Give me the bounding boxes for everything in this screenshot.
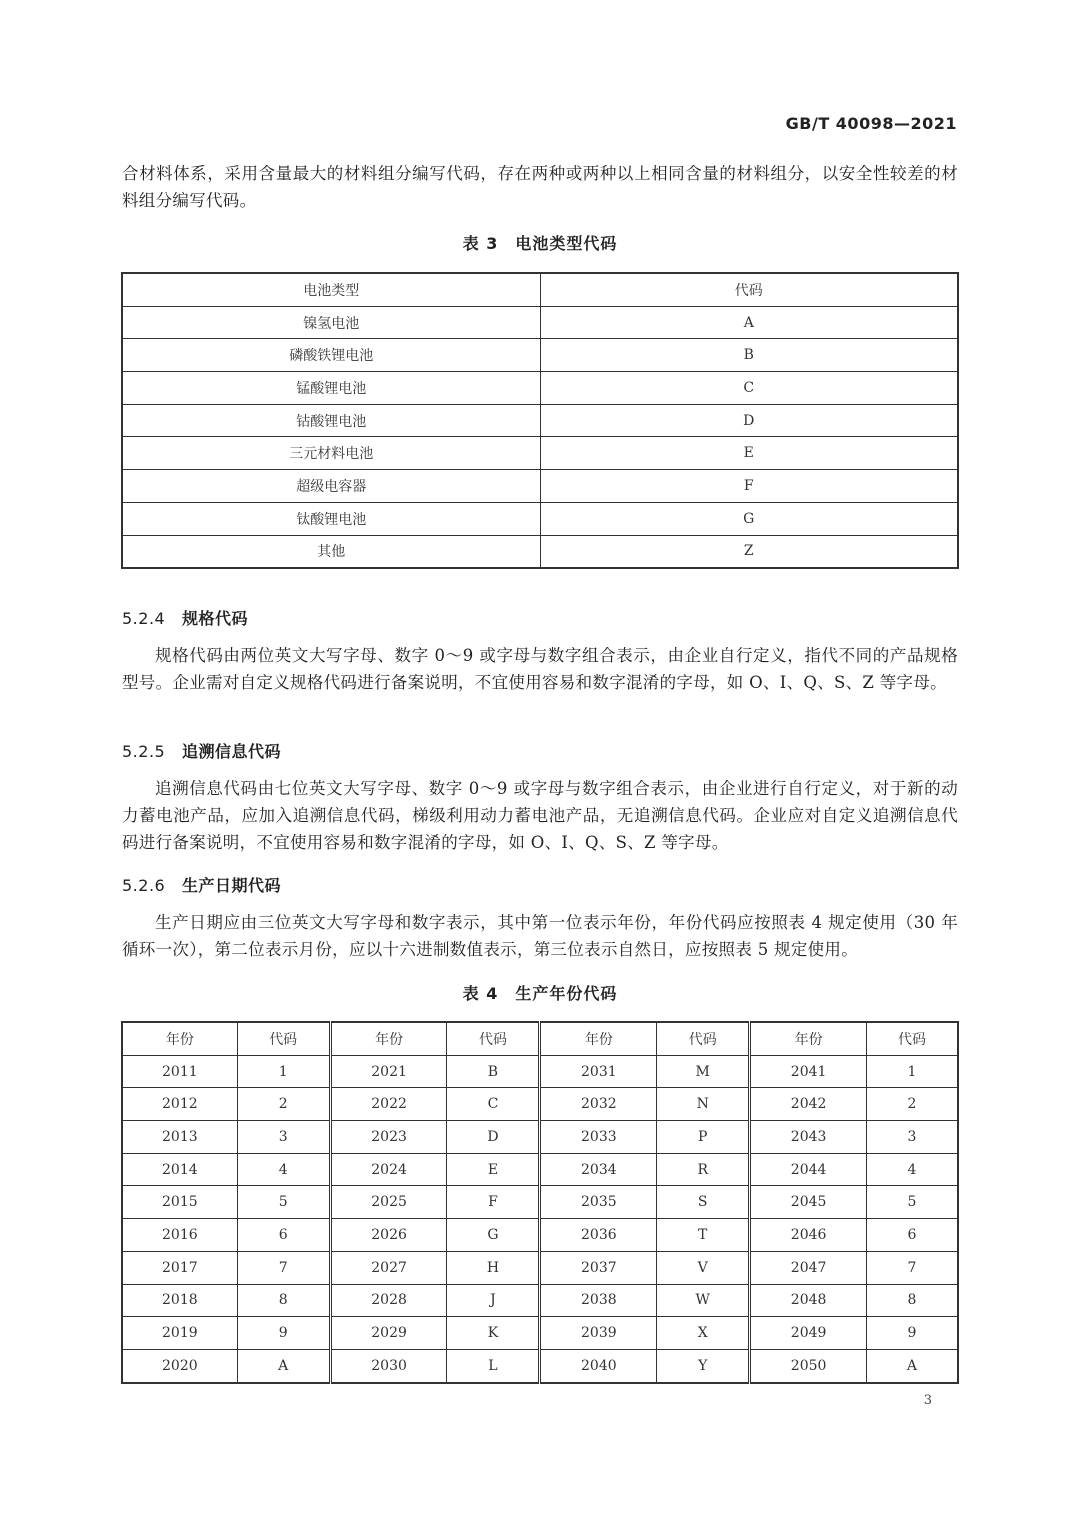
table-cell: 2039: [540, 1317, 657, 1350]
section-title: 生产日期代码: [182, 876, 282, 895]
column-header: 代码: [657, 1022, 750, 1055]
table-cell: E: [447, 1153, 540, 1186]
table-cell: 超级电容器: [122, 470, 540, 503]
table-cell: 2011: [122, 1055, 237, 1088]
table4-caption: 表 4 生产年份代码: [462, 984, 618, 1003]
table-cell: 2038: [540, 1284, 657, 1317]
table-cell: 钴酸锂电池: [122, 404, 540, 437]
table-cell: 2032: [540, 1088, 657, 1121]
table-cell: 2046: [750, 1219, 867, 1252]
table-cell: T: [657, 1219, 750, 1252]
table-header-row: [122, 273, 958, 306]
column-header: 代码: [237, 1022, 330, 1055]
table-row: [122, 1317, 958, 1350]
table-cell: 2014: [122, 1153, 237, 1186]
table-row: [122, 1251, 958, 1284]
table-cell: 2027: [330, 1251, 447, 1284]
table-cell: G: [447, 1219, 540, 1252]
table-cell: 磷酸铁锂电池: [122, 339, 540, 372]
table-cell: M: [657, 1055, 750, 1088]
section-heading-5-2-5: [122, 739, 281, 762]
table-row: [122, 1088, 958, 1121]
table-cell: 2028: [330, 1284, 447, 1317]
table-cell: 2029: [330, 1317, 447, 1350]
table-cell: 2018: [122, 1284, 237, 1317]
section-number: 5.2.4: [122, 609, 166, 628]
table-cell: 锰酸锂电池: [122, 372, 540, 405]
table-cell: 2020: [122, 1349, 237, 1382]
section-text-5-2-4: 规格代码由两位英文大写字母、数字 0～9 或字母与数字组合表示，由企业自行定义，指代不同的产品规格型号。企业需对自定义规格代码进行备案说明，不宜使用容易和数字混淆的字母，如 O、I、Q、S、Z 等字母。: [122, 646, 958, 692]
table-cell: 三元材料电池: [122, 437, 540, 470]
table-cell: F: [447, 1186, 540, 1219]
table-cell: 2036: [540, 1219, 657, 1252]
section-text-5-2-6: 生产日期应由三位英文大写字母和数字表示，其中第一位表示年份，年份代码应按照表 4 规定使用（30 年循环一次），第二位表示月份，应以十六进制数值表示，第三位表示自然日，应按照表 5 规定使用。: [122, 913, 958, 959]
table-cell: 2022: [330, 1088, 447, 1121]
table-cell: 2047: [750, 1251, 867, 1284]
table-cell: 9: [866, 1317, 958, 1350]
table-cell: A: [866, 1349, 958, 1382]
table-cell: 其他: [122, 535, 540, 568]
table-cell: 2043: [750, 1121, 867, 1154]
table-row: [122, 437, 958, 470]
table-cell: Y: [657, 1349, 750, 1382]
table-row: [122, 1153, 958, 1186]
table-cell: 2041: [750, 1055, 867, 1088]
column-header: 年份: [122, 1022, 237, 1055]
table-cell: E: [540, 437, 958, 470]
section-heading-5-2-6: [122, 873, 281, 896]
table-cell: 9: [237, 1317, 330, 1350]
table-cell: C: [447, 1088, 540, 1121]
table-cell: 钛酸锂电池: [122, 502, 540, 535]
table-cell: C: [540, 372, 958, 405]
table-cell: 3: [866, 1121, 958, 1154]
table-cell: V: [657, 1251, 750, 1284]
table-cell: N: [657, 1088, 750, 1121]
table-cell: B: [447, 1055, 540, 1088]
section-number: 5.2.5: [122, 742, 166, 761]
table-cell: 2025: [330, 1186, 447, 1219]
table-cell: J: [447, 1284, 540, 1317]
table-cell: 2012: [122, 1088, 237, 1121]
table-cell: B: [540, 339, 958, 372]
table-row: [122, 339, 958, 372]
section-number: 5.2.6: [122, 876, 166, 895]
table-cell: 2034: [540, 1153, 657, 1186]
table-cell: 2019: [122, 1317, 237, 1350]
table-cell: 2026: [330, 1219, 447, 1252]
section-title: 追溯信息代码: [182, 742, 282, 761]
column-header: 代码: [866, 1022, 958, 1055]
table-cell: 2015: [122, 1186, 237, 1219]
page-number: 3: [923, 1393, 932, 1408]
table-cell: K: [447, 1317, 540, 1350]
table-cell: 8: [866, 1284, 958, 1317]
table-cell: 镍氢电池: [122, 306, 540, 339]
table-cell: W: [657, 1284, 750, 1317]
table-cell: 2024: [330, 1153, 447, 1186]
table-cell: 7: [237, 1251, 330, 1284]
table-cell: 2023: [330, 1121, 447, 1154]
table-cell: 2031: [540, 1055, 657, 1088]
table-cell: 2037: [540, 1251, 657, 1284]
table-cell: 3: [237, 1121, 330, 1154]
table-row: [122, 1055, 958, 1088]
table-cell: R: [657, 1153, 750, 1186]
table-cell: F: [540, 470, 958, 503]
column-header: 代码: [540, 273, 958, 306]
table-header-row: [122, 1022, 958, 1055]
table-cell: 2045: [750, 1186, 867, 1219]
table-cell: Z: [540, 535, 958, 568]
table-cell: 2042: [750, 1088, 867, 1121]
table-cell: 2: [237, 1088, 330, 1121]
table-row: [122, 1349, 958, 1382]
table-cell: 2033: [540, 1121, 657, 1154]
table-row: [122, 1284, 958, 1317]
table3-caption: 表 3 电池类型代码: [462, 234, 618, 253]
table-row: [122, 306, 958, 339]
table-cell: A: [540, 306, 958, 339]
table-cell: D: [447, 1121, 540, 1154]
table-row: [122, 502, 958, 535]
column-header: 电池类型: [122, 273, 540, 306]
table-cell: 2048: [750, 1284, 867, 1317]
table-cell: 6: [237, 1219, 330, 1252]
column-header: 年份: [540, 1022, 657, 1055]
battery-type-code-table: [121, 272, 959, 569]
column-header: 年份: [750, 1022, 867, 1055]
table-cell: 2: [866, 1088, 958, 1121]
table-cell: 2017: [122, 1251, 237, 1284]
table-cell: 2035: [540, 1186, 657, 1219]
table-cell: 2013: [122, 1121, 237, 1154]
table-cell: A: [237, 1349, 330, 1382]
table-cell: 7: [866, 1251, 958, 1284]
table-cell: G: [540, 502, 958, 535]
intro-paragraph: 合材料体系，采用含量最大的材料组分编写代码，存在两种或两种以上相同含量的材料组分，以安全性较差的材料组分编写代码。: [122, 164, 958, 210]
table-cell: L: [447, 1349, 540, 1382]
production-year-code-table: [121, 1021, 959, 1384]
table-row: [122, 470, 958, 503]
table-cell: 2040: [540, 1349, 657, 1382]
standard-code: GB/T 40098—2021: [785, 114, 957, 133]
table-row: [122, 404, 958, 437]
table-cell: 2030: [330, 1349, 447, 1382]
table-cell: H: [447, 1251, 540, 1284]
table-cell: 5: [866, 1186, 958, 1219]
table-cell: 1: [866, 1055, 958, 1088]
table-cell: 2021: [330, 1055, 447, 1088]
column-header: 代码: [447, 1022, 540, 1055]
section-title: 规格代码: [182, 609, 249, 628]
table-row: [122, 1186, 958, 1219]
table-cell: 8: [237, 1284, 330, 1317]
table-cell: P: [657, 1121, 750, 1154]
section-heading-5-2-4: [122, 606, 248, 629]
table-cell: S: [657, 1186, 750, 1219]
table-row: [122, 1219, 958, 1252]
table-cell: 1: [237, 1055, 330, 1088]
table-cell: 2049: [750, 1317, 867, 1350]
table-cell: 4: [866, 1153, 958, 1186]
table-cell: D: [540, 404, 958, 437]
column-header: 年份: [330, 1022, 447, 1055]
table-cell: 6: [866, 1219, 958, 1252]
table-cell: 2044: [750, 1153, 867, 1186]
table-cell: 2050: [750, 1349, 867, 1382]
section-text-5-2-5: 追溯信息代码由七位英文大写字母、数字 0～9 或字母与数字组合表示，由企业进行自行定义，对于新的动力蓄电池产品，应加入追溯信息代码，梯级利用动力蓄电池产品，无追溯信息代码。企业应对自定义追溯信息代码进行备案说明，不宜使用容易和数字混淆的字母，如 O、I、Q、S、Z 等字母。: [122, 779, 958, 852]
table-cell: 4: [237, 1153, 330, 1186]
table-row: [122, 535, 958, 568]
table-cell: 2016: [122, 1219, 237, 1252]
table-cell: 5: [237, 1186, 330, 1219]
table-row: [122, 372, 958, 405]
table-row: [122, 1121, 958, 1154]
table-cell: X: [657, 1317, 750, 1350]
